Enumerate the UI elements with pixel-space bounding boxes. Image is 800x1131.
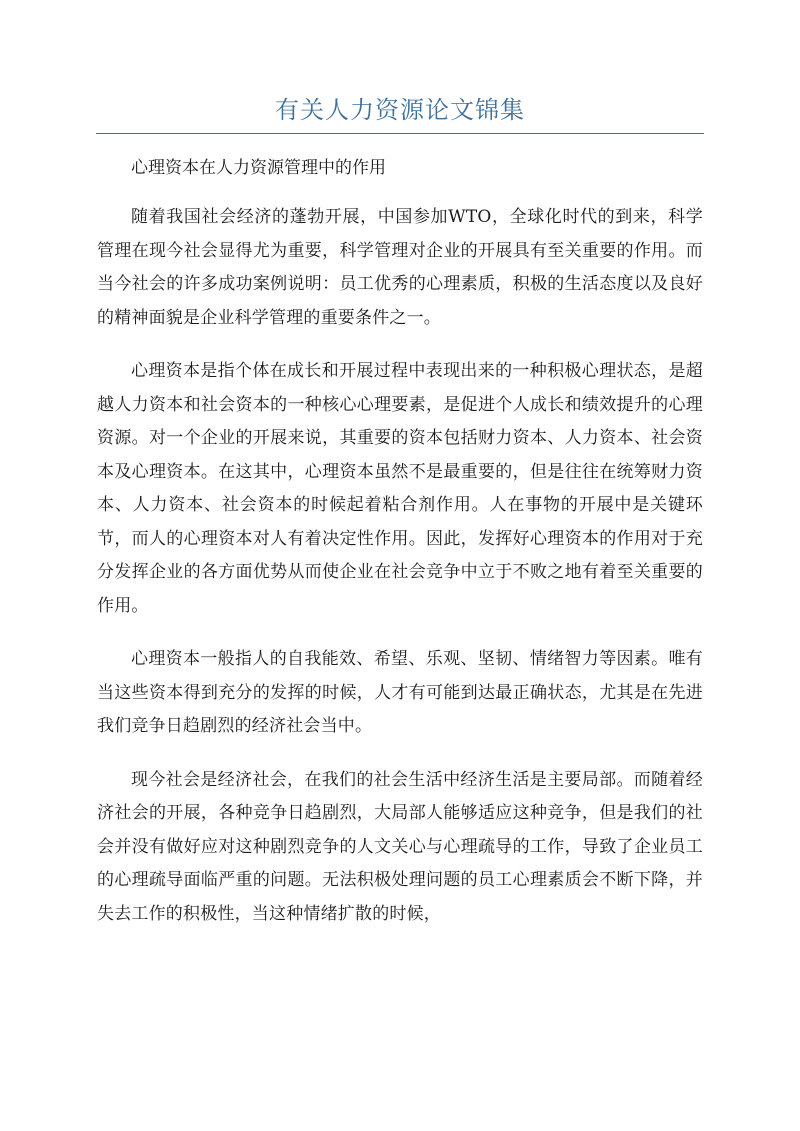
paragraph-4: 现今社会是经济社会，在我们的社会生活中经济生活是主要局部。而随着经济社会的开展，各种竞争日趋剧烈，大局部人能够适应这种竞争，但是我们的社会并没有做好应对这种剧烈竞争的人文关心与心理疏导的工作，导致了企业员工的心理疏导面临严重的问题。无法积极处理问题的员工心理素质会不断下降，并失去工作的积极性，当这种情绪扩散的时候， — [97, 769, 703, 924]
paragraph-1: 随着我国社会经济的蓬勃开展，中国参加WTO，全球化时代的到来，科学管理在现今社会显得尤为重要，科学管理对企业的开展具有至关重要的作用。而当今社会的许多成功案例说明：员工优秀的心理素质，积极的生活态度以及良好的精神面貌是企业科学管理的重要条件之一。 — [97, 207, 703, 328]
paragraph-3: 心理资本一般指人的自我能效、希望、乐观、坚韧、情绪智力等因素。唯有当这些资本得到充分的发挥的时候，人才有可能到达最正确状态，尤其是在先进我们竞争日趋剧烈的经济社会当中。 — [97, 649, 703, 736]
document-body — [97, 155, 703, 931]
document-title: 有关人力资源论文锦集 — [275, 96, 525, 124]
section-heading: 心理资本在人力资源管理中的作用 — [131, 158, 386, 178]
paragraph-2: 心理资本是指个体在成长和开展过程中表现出来的一种积极心理状态，是超越人力资本和社会资本的一种核心心理要素，是促进个人成长和绩效提升的心理资源。对一个企业的开展来说，其重要的资本包括财力资本、人力资本、社会资本及心理资本。在这其中，心理资本虽然不是最重要的，但是往往在统筹财力资本、人力资本、社会资本的时候起着粘合剂作用。人在事物的开展中是关键环节，而人的心理资本对人有着决定性作用。因此，发挥好心理资本的作用对于充分发挥企业的各方面优势从而使企业在社会竞争中立于不败之地有着至关重要的作用。 — [97, 361, 703, 616]
title-underline — [96, 133, 704, 134]
